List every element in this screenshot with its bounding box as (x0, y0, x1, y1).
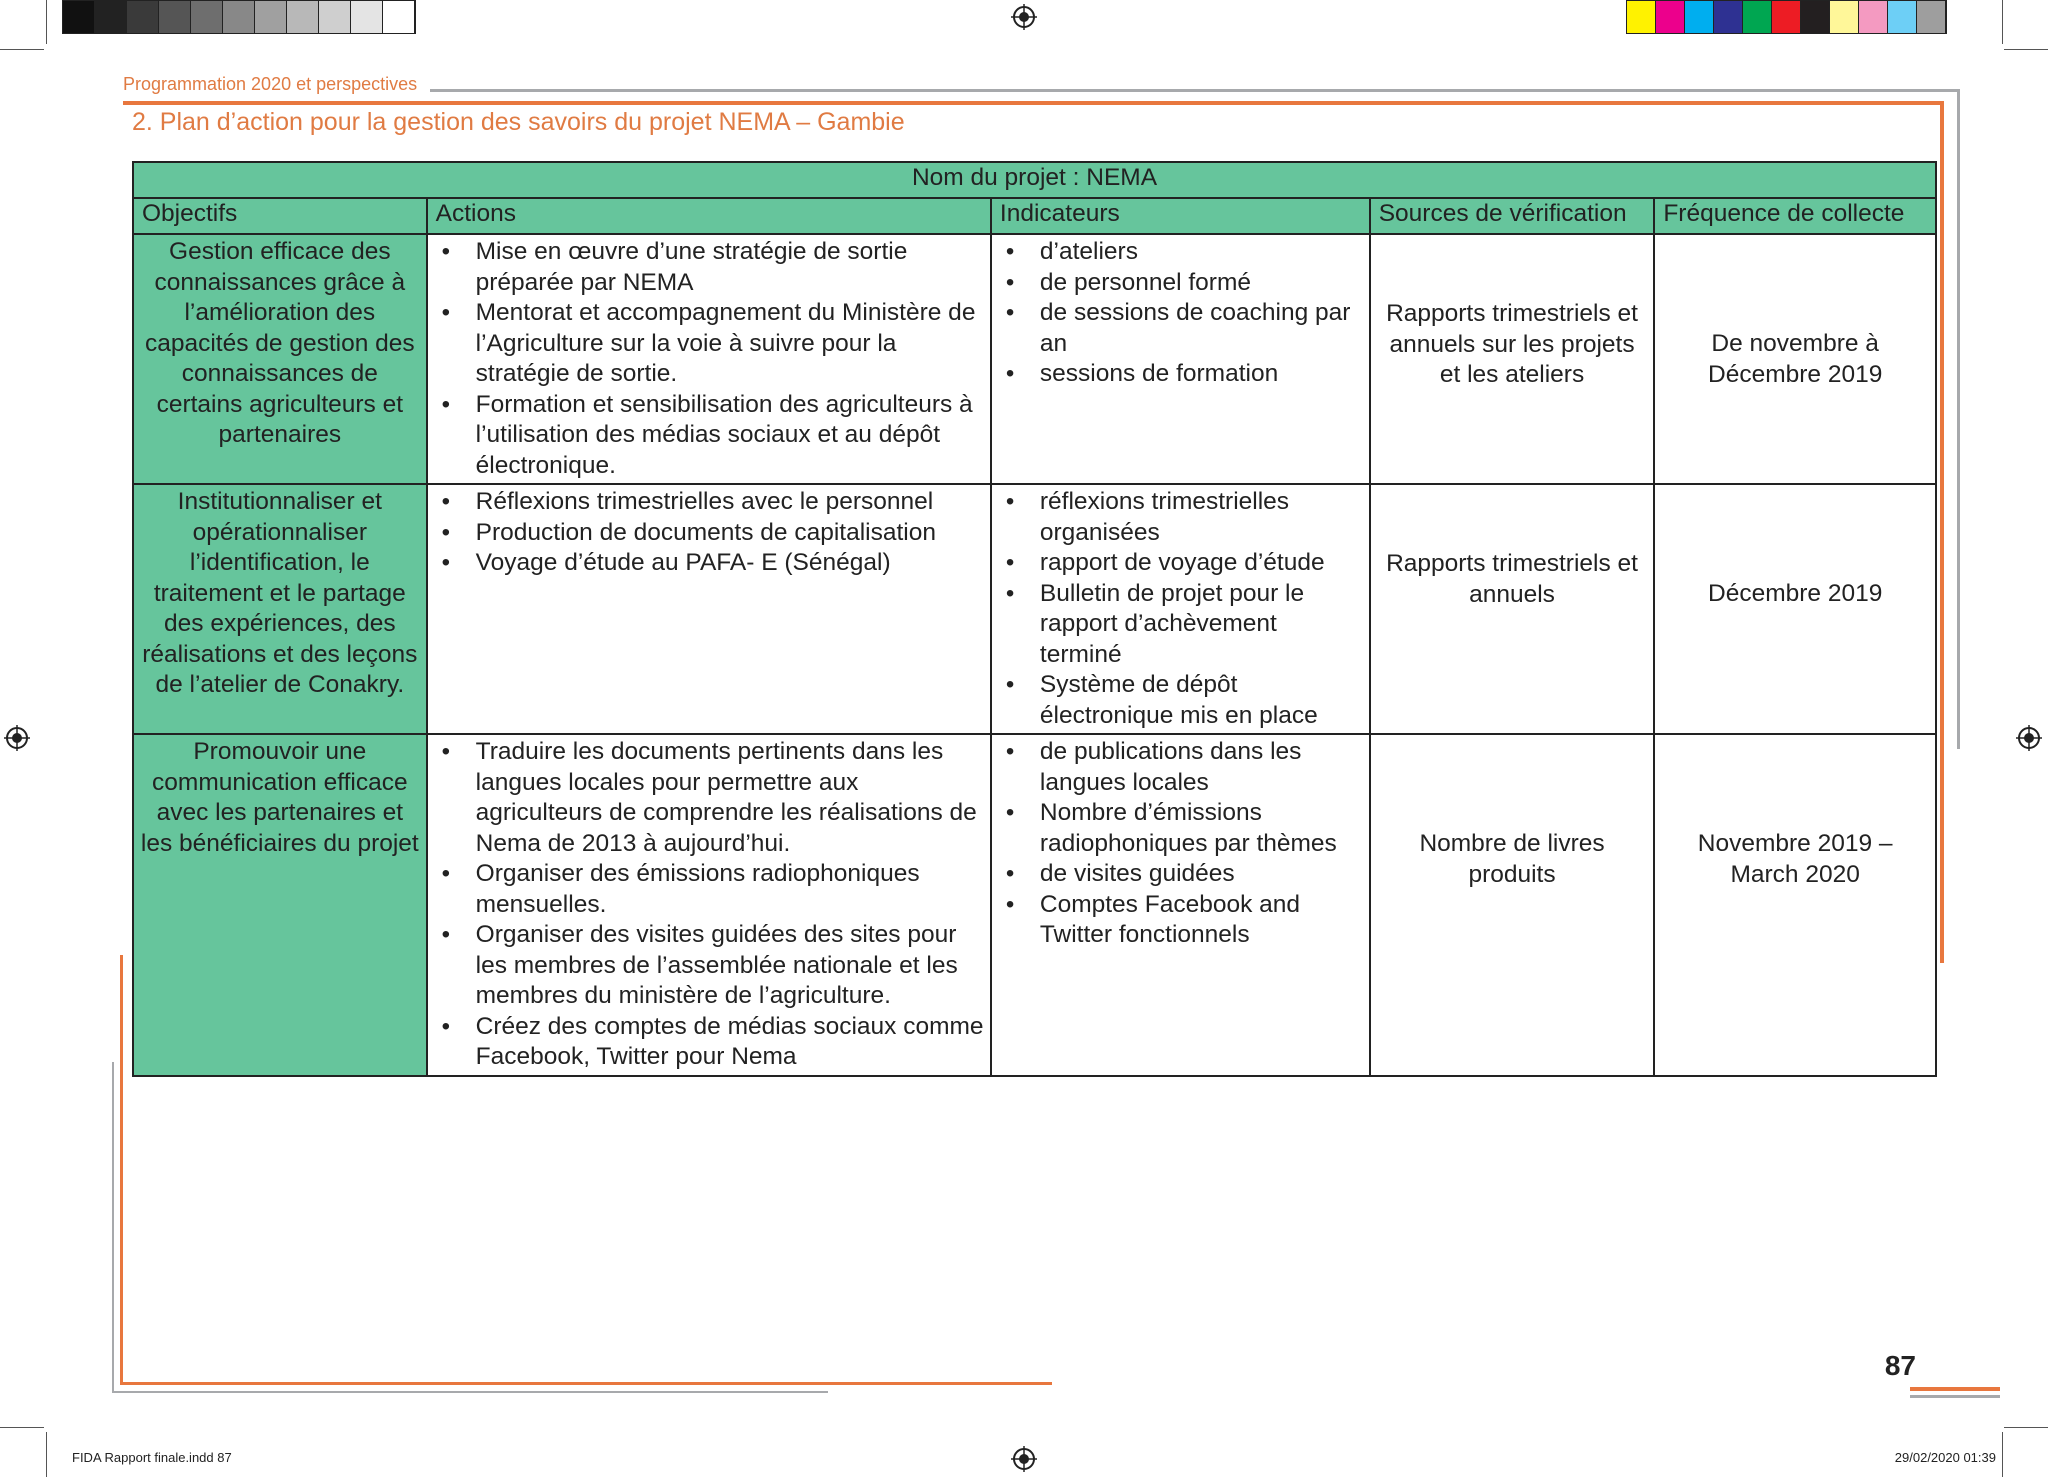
color-swatch (1656, 1, 1685, 33)
indicators-cell (991, 234, 1370, 484)
sources-cell: Rapports trimestriels et annuels (1370, 484, 1655, 734)
actions-list (434, 487, 984, 579)
color-swatch (1917, 1, 1946, 33)
actions-list (434, 737, 984, 1073)
grayscale-color-bar (62, 0, 416, 34)
footer-timestamp: 29/02/2020 01:39 (1894, 1450, 1996, 1465)
column-header: Indicateurs (991, 198, 1370, 234)
frequency-cell: De novembre à Décembre 2019 (1654, 234, 1936, 484)
gray-swatch (127, 1, 159, 33)
objective-cell: Institutionnaliser et opérationnaliser l’identification, le traitement et le partage des expériences, des réalisations et des leçons de l’atelier de Conakry. (133, 484, 427, 734)
gray-swatch (159, 1, 191, 33)
indicator-item: • sessions de formation (1040, 359, 1363, 390)
gray-swatch (255, 1, 287, 33)
frame-line-orange-left (120, 955, 123, 1385)
action-item: • Mise en œuvre d’une stratégie de sortie préparée par NEMA (476, 237, 984, 298)
gray-swatch (191, 1, 223, 33)
crop-mark (2004, 49, 2048, 50)
sources-cell: Nombre de livres produits (1370, 734, 1655, 1076)
indicator-item: • de visites guidées (1040, 859, 1363, 890)
project-name: Nom du projet : NEMA (133, 162, 1936, 198)
footer-file-slug: FIDA Rapport finale.indd 87 (72, 1450, 232, 1465)
crop-mark (46, 0, 47, 44)
column-header: Fréquence de collecte (1654, 198, 1936, 234)
action-item: • Créez des comptes de médias sociaux comme Facebook, Twitter pour Nema (476, 1012, 984, 1073)
indicators-list (998, 237, 1363, 390)
indicators-cell (991, 484, 1370, 734)
registration-mark-icon (2016, 725, 2042, 751)
gray-swatch (95, 1, 127, 33)
frequency-cell: Décembre 2019 (1654, 484, 1936, 734)
frequency-cell: Novembre 2019 – March 2020 (1654, 734, 1936, 1076)
indicator-item: • Comptes Facebook and Twitter fonctionnels (1040, 890, 1363, 951)
indicator-item: • Nombre d’émissions radiophoniques par thèmes (1040, 798, 1363, 859)
indicator-item: • de publications dans les langues locales (1040, 737, 1363, 798)
action-item: • Organiser des visites guidées des sites pour les membres de l’assemblée nationale et les membres du ministère de l’agriculture. (476, 920, 984, 1012)
table-row (133, 484, 1936, 734)
column-header: Sources de vérification (1370, 198, 1655, 234)
indicator-item: • Système de dépôt électronique mis en place (1040, 670, 1363, 731)
action-item: • Réflexions trimestrielles avec le personnel (476, 487, 984, 518)
frame-line-gray-bottom (112, 1391, 828, 1393)
actions-cell (427, 484, 991, 734)
gray-swatch (319, 1, 351, 33)
actions-list (434, 237, 984, 481)
indicators-list (998, 737, 1363, 951)
page-number-rule-gray (1910, 1395, 2000, 1398)
table-row (133, 734, 1936, 1076)
indicator-item: • de personnel formé (1040, 268, 1363, 299)
color-swatch (1627, 1, 1656, 33)
action-item: • Organiser des émissions radiophoniques mensuelles. (476, 859, 984, 920)
table-row (133, 234, 1936, 484)
color-swatch (1685, 1, 1714, 33)
crop-mark (2002, 0, 2003, 44)
table-header-row (133, 198, 1936, 234)
frame-line-orange-bottom (120, 1382, 1052, 1385)
gray-swatch (223, 1, 255, 33)
indicators-list (998, 487, 1363, 731)
indicator-item: • réflexions trimestrielles organisées (1040, 487, 1363, 548)
color-swatch (1859, 1, 1888, 33)
running-head: Programmation 2020 et perspectives (123, 74, 418, 94)
page-number: 87 (1884, 1350, 1916, 1381)
color-swatch (1743, 1, 1772, 33)
color-swatch (1888, 1, 1917, 33)
frame-line-gray-top (430, 89, 1960, 92)
color-swatch (1714, 1, 1743, 33)
color-swatch (1801, 1, 1830, 33)
process-color-bar (1626, 0, 1947, 34)
indicators-cell (991, 734, 1370, 1076)
crop-mark (2004, 1427, 2048, 1428)
action-item: • Production de documents de capitalisation (476, 518, 984, 549)
frame-line-orange-right (1940, 101, 1944, 963)
registration-mark-icon (1011, 1446, 1037, 1472)
gray-swatch (383, 1, 415, 33)
action-plan-table (132, 161, 1937, 1077)
page-number-rule-orange (1910, 1387, 2000, 1391)
column-header: Actions (427, 198, 991, 234)
registration-mark-icon (4, 725, 30, 751)
color-swatch (1772, 1, 1801, 33)
frame-line-orange-top (123, 101, 1943, 105)
color-swatch (1830, 1, 1859, 33)
actions-cell (427, 734, 991, 1076)
project-name-row (133, 162, 1936, 198)
objective-cell: Promouvoir une communication efficace avec les partenaires et les bénéficiaires du projet (133, 734, 427, 1076)
crop-mark (46, 1432, 47, 1477)
action-item: • Traduire les documents pertinents dans les langues locales pour permettre aux agriculteurs de comprendre les réalisations de Nema de 2013 à aujourd’hui. (476, 737, 984, 859)
action-item: • Mentorat et accompagnement du Ministère de l’Agriculture sur la voie à suivre pour la stratégie de sortie. (476, 298, 984, 390)
section-title: 2. Plan d’action pour la gestion des savoirs du projet NEMA – Gambie (132, 108, 905, 136)
gray-swatch (63, 1, 95, 33)
action-item: • Formation et sensibilisation des agriculteurs à l’utilisation des médias sociaux et au dépôt électronique. (476, 390, 984, 482)
column-header: Objectifs (133, 198, 427, 234)
action-item: • Voyage d’étude au PAFA- E (Sénégal) (476, 548, 984, 579)
crop-mark (2002, 1432, 2003, 1477)
actions-cell (427, 234, 991, 484)
gray-swatch (351, 1, 383, 33)
indicator-item: • rapport de voyage d’étude (1040, 548, 1363, 579)
indicator-item: • Bulletin de projet pour le rapport d’achèvement terminé (1040, 579, 1363, 671)
indicator-item: • de sessions de coaching par an (1040, 298, 1363, 359)
gray-swatch (287, 1, 319, 33)
crop-mark (0, 49, 44, 50)
indicator-item: • d’ateliers (1040, 237, 1363, 268)
registration-mark-icon (1011, 4, 1037, 30)
sources-cell: Rapports trimestriels et annuels sur les projets et les ateliers (1370, 234, 1655, 484)
frame-line-gray-left (112, 1062, 114, 1392)
frame-line-gray-right (1957, 89, 1960, 749)
crop-mark (0, 1427, 44, 1428)
objective-cell: Gestion efficace des connaissances grâce à l’amélioration des capacités de gestion des connaissances de certains agriculteurs et partenaires (133, 234, 427, 484)
